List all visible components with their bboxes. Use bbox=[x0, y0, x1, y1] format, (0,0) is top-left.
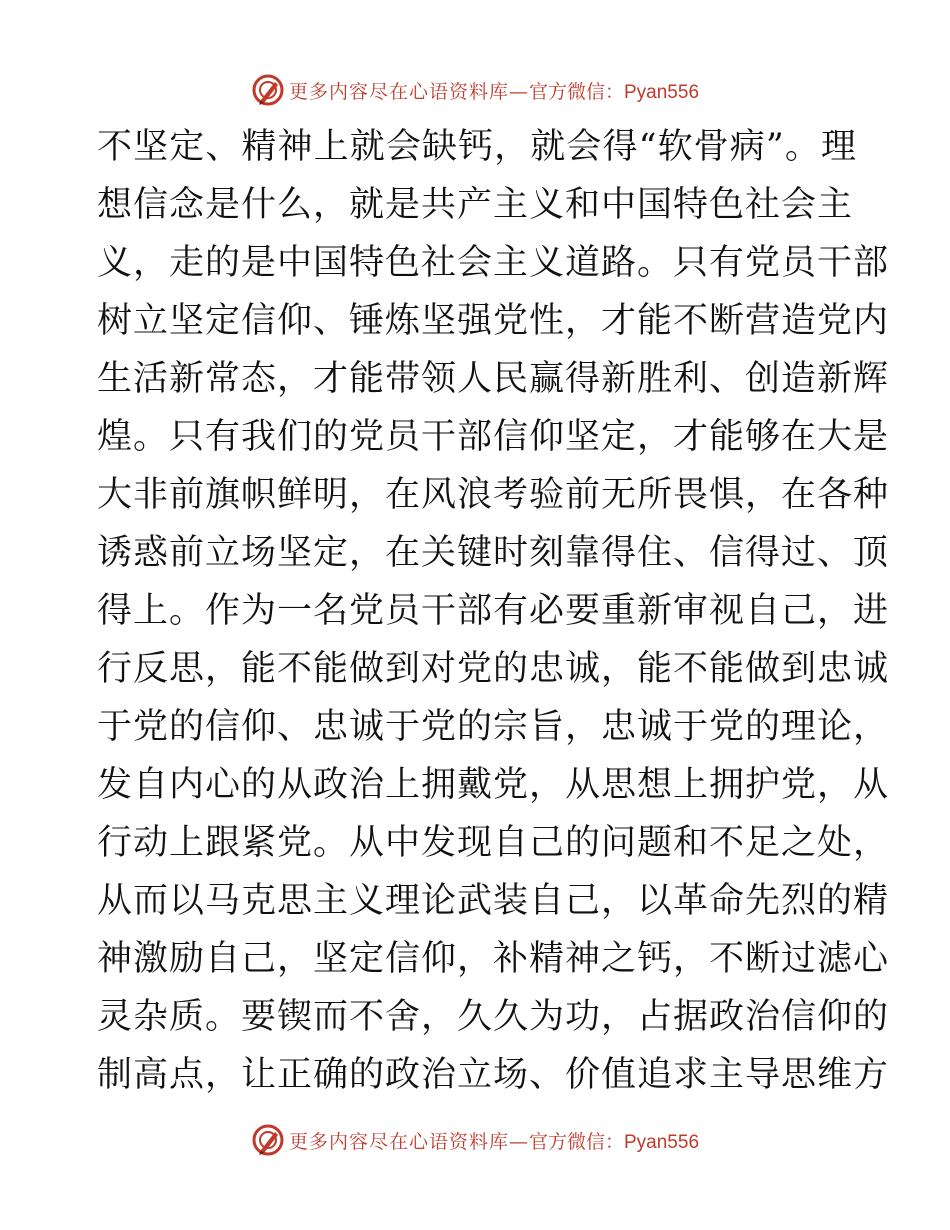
watermark-wechat: 官方微信：Pyan556 bbox=[529, 1131, 700, 1153]
pen-circle-logo-icon bbox=[251, 1123, 285, 1157]
text-line: 行反思，能不能做到对党的忠诚，能不能做到忠诚 bbox=[97, 649, 890, 689]
text-line: 灵杂质。要锲而不舍，久久为功，占据政治信仰的 bbox=[97, 997, 890, 1037]
text-line: 于党的信仰、忠诚于党的宗旨，忠诚于党的理论， bbox=[97, 707, 890, 747]
text-line: 得上。作为一名党员干部有必要重新审视自己，进 bbox=[97, 591, 890, 631]
text-line: 诱惑前立场坚定，在关键时刻靠得住、信得过、顶 bbox=[97, 533, 890, 573]
watermark-wechat: 官方微信：Pyan556 bbox=[529, 81, 700, 103]
text-line: 煌。只有我们的党员干部信仰坚定，才能够在大是 bbox=[97, 417, 890, 457]
text-line: 神激励自己，坚定信仰，补精神之钙，不断过滤心 bbox=[97, 939, 890, 979]
header-watermark bbox=[0, 70, 950, 110]
text-line: 大非前旗帜鲜明，在风浪考验前无所畏惧，在各种 bbox=[97, 475, 890, 515]
text-line: 从而以马克思主义理论武装自己，以革命先烈的精 bbox=[97, 881, 890, 921]
text-line: 树立坚定信仰、锤炼坚强党性，才能不断营造党内 bbox=[97, 301, 890, 341]
pen-circle-logo-icon bbox=[251, 73, 285, 107]
text-line: 制高点，让正确的政治立场、价值追求主导思维方 bbox=[97, 1055, 890, 1095]
text-line: 行动上跟紧党。从中发现自己的问题和不足之处， bbox=[97, 823, 890, 863]
text-line: 不坚定、精神上就会缺钙，就会得“软骨病”。理 bbox=[97, 127, 857, 167]
document-body bbox=[97, 118, 890, 1104]
watermark-text: 更多内容尽在心语资料库— bbox=[288, 1130, 529, 1153]
text-line: 发自内心的从政治上拥戴党，从思想上拥护党，从 bbox=[97, 765, 890, 805]
footer-watermark bbox=[0, 1120, 950, 1160]
watermark-text: 更多内容尽在心语资料库— bbox=[288, 80, 529, 103]
text-line: 生活新常态，才能带领人民赢得新胜利、创造新辉 bbox=[97, 359, 890, 399]
text-line: 义，走的是中国特色社会主义道路。只有党员干部 bbox=[97, 243, 890, 283]
text-line: 想信念是什么，就是共产主义和中国特色社会主 bbox=[97, 185, 854, 225]
